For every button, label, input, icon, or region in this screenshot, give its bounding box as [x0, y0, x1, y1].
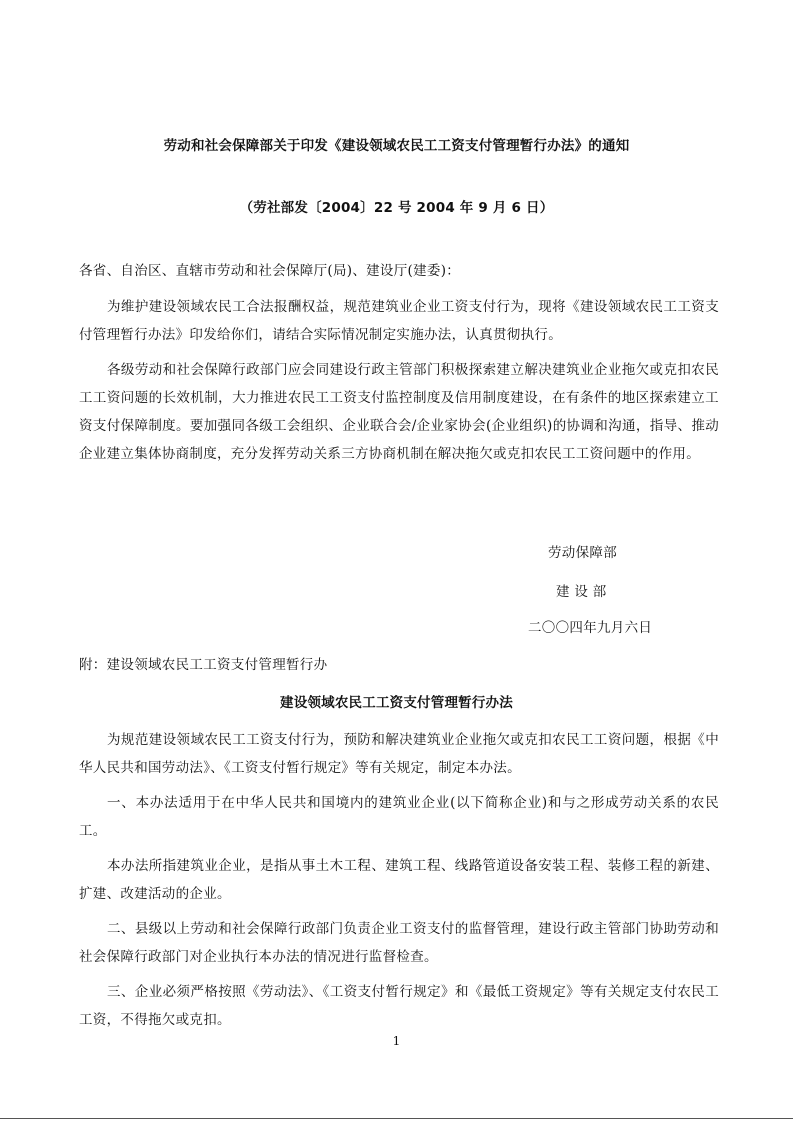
measures-title: 建设领域农民工工资支付管理暂行办法 — [280, 695, 513, 711]
signature-date: 二〇〇四年九月六日 — [528, 620, 653, 636]
paragraph-1: 为维护建设领域农民工合法报酬权益，规范建筑业企业工资支付行为，现将《建设领域农民工工资支付管理暂行办法》印发给你们，请结合实际情况制定实施办法，认真贯彻执行。 — [79, 299, 719, 343]
article-2: 二、县级以上劳动和社会保障行政部门负责企业工资支付的监督管理，建设行政主管部门协助劳动和社会保障行政部门对企业执行本办法的情况进行监督检查。 — [79, 921, 719, 965]
page-bottom-divider — [0, 1118, 793, 1119]
document-number: （劳社部发〔2004〕22 号 2004 年 9 月 6 日） — [239, 200, 554, 216]
article-1: 一、本办法适用于在中华人民共和国境内的建筑业企业(以下简称企业)和与之形成劳动关系的农民工。 — [79, 795, 719, 839]
page-number: 1 — [392, 1034, 401, 1048]
notice-title: 劳动和社会保障部关于印发《建设领域农民工工资支付管理暂行办法》的通知 — [163, 138, 630, 154]
addressee: 各省、自治区、直辖市劳动和社会保障厅(局)、建设厅(建委)： — [79, 263, 461, 279]
signature-ministry-construction: 建 设 部 — [556, 584, 607, 600]
signature-ministry-labor: 劳动保障部 — [548, 545, 617, 561]
attachment-line: 附：建设领域农民工工资支付管理暂行办 — [79, 657, 328, 673]
article-3: 三、企业必须严格按照《劳动法》、《工资支付暂行规定》和《最低工资规定》等有关规定支付农民工工资，不得拖欠或克扣。 — [79, 984, 719, 1028]
article-1-note: 本办法所指建筑业企业，是指从事土木工程、建筑工程、线路管道设备安装工程、装修工程的新建、扩建、改建活动的企业。 — [79, 858, 719, 902]
measures-intro: 为规范建设领域农民工工资支付行为，预防和解决建筑业企业拖欠或克扣农民工工资问题，根据《中华人民共和国劳动法》、《工资支付暂行规定》等有关规定，制定本办法。 — [79, 732, 719, 776]
paragraph-2: 各级劳动和社会保障行政部门应会同建设行政主管部门积极探索建立解决建筑业企业拖欠或克扣农民工工资问题的长效机制，大力推进农民工工资支付监控制度及信用制度建设，在有条件的地区探索建立工资支付保障制度。要加强同各级工会组织、企业联合会/企业家协会(企业组织)的协调和沟通，指导、推动企业建立集体协商制度，充分发挥劳动关系三方协商机制在解决拖欠或克扣农民工工资问题中的作用。 — [79, 362, 719, 462]
